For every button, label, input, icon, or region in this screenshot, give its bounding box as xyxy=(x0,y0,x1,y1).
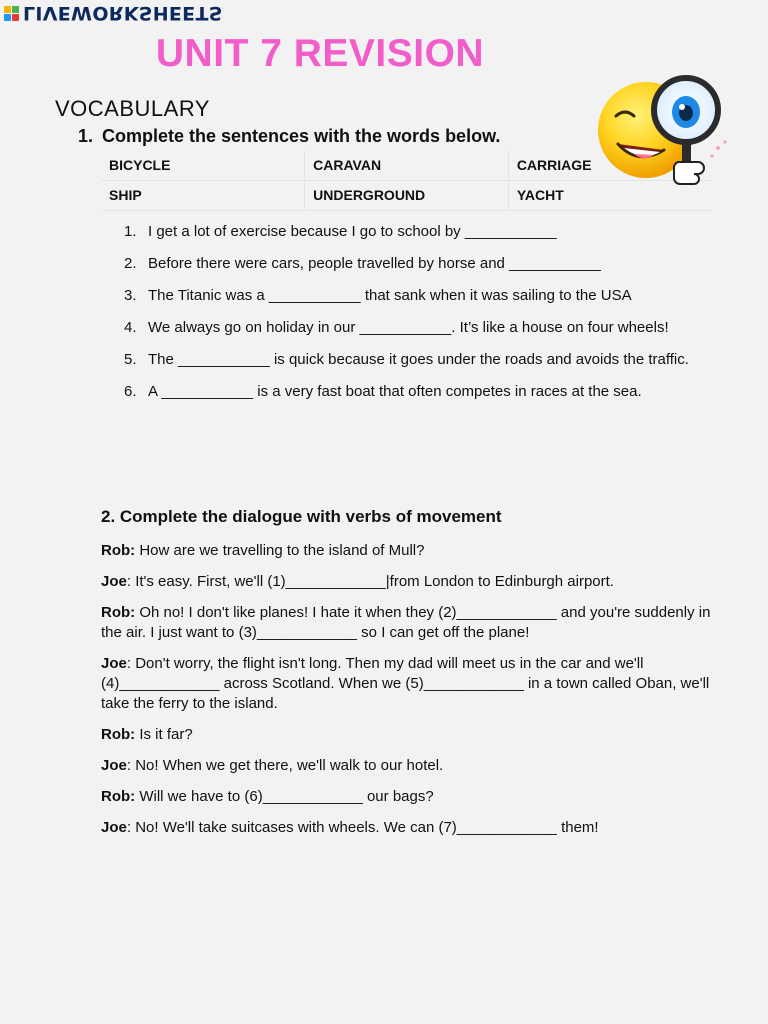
dialogue-text: : No! When we get there, we'll walk to our hotel. xyxy=(126,757,444,774)
speaker-label: Rob: xyxy=(101,726,136,743)
sparkle-dot xyxy=(710,154,713,157)
cartoon-glove-hand xyxy=(674,162,704,184)
sentence-number: 6. xyxy=(124,383,137,400)
speaker-label: Rob: xyxy=(101,604,136,621)
sentence-number: 3. xyxy=(124,287,137,304)
section1-heading xyxy=(78,126,500,147)
sentence-list xyxy=(124,222,714,414)
liveworksheets-logo xyxy=(4,2,223,24)
dialogue-line xyxy=(101,756,711,776)
sentence-number: 1. xyxy=(124,223,137,240)
sentence-text: We always go on holiday in our ___________. It’s like a house on four wheels! xyxy=(148,319,669,336)
dialogue xyxy=(101,541,711,849)
dialogue-line xyxy=(101,541,711,561)
dialogue-line xyxy=(101,818,711,838)
sentence-text: I get a lot of exercise because I go to school by ___________ xyxy=(148,223,557,240)
dialogue-line xyxy=(101,787,711,807)
word-bank-cell: UNDERGROUND xyxy=(305,180,509,210)
vocabulary-heading: VOCABULARY xyxy=(55,96,210,121)
word-bank-cell: BICYCLE xyxy=(101,150,305,180)
sparkle-dot xyxy=(723,140,726,143)
logo-square xyxy=(12,6,19,13)
speaker-label: Joe xyxy=(101,655,127,672)
dialogue-line xyxy=(101,603,711,643)
sentence-item xyxy=(124,318,714,338)
sentence-item xyxy=(124,350,714,370)
speaker-label: Rob: xyxy=(101,542,136,559)
word-bank-cell: SHIP xyxy=(101,180,305,210)
logo-square xyxy=(4,14,11,21)
dialogue-text: Is it far? xyxy=(135,726,193,743)
sentence-item xyxy=(124,222,714,242)
speaker-label: Joe xyxy=(101,573,127,590)
sentence-text: A ___________ is a very fast boat that often competes in races at the sea. xyxy=(148,383,642,400)
magnifier-handle xyxy=(682,141,691,163)
sentence-item xyxy=(124,382,714,402)
dialogue-text: : Don't worry, the flight isn't long. Then my dad will meet us in the car and we'll (4)____________ across Scotland. When we (5)____________ in a town called Oban, we'll take the ferry to the island. xyxy=(101,655,710,712)
dialogue-line xyxy=(101,725,711,745)
sentence-item xyxy=(124,286,714,306)
logo-square xyxy=(4,6,11,13)
speaker-label: Joe xyxy=(101,757,127,774)
sentence-item xyxy=(124,254,714,274)
page-title: UNIT 7 REVISION xyxy=(155,32,485,75)
speaker-label: Joe xyxy=(101,819,127,836)
dialogue-text: How are we travelling to the island of Mull? xyxy=(135,542,425,559)
sentence-number: 5. xyxy=(124,351,137,368)
winking-emoji-magnifying-glass-icon xyxy=(594,72,734,192)
section2-heading: 2. Complete the dialogue with verbs of movement xyxy=(101,507,502,526)
sentence-text: Before there were cars, people travelled by horse and ___________ xyxy=(148,255,601,272)
speaker-label: Rob: xyxy=(101,788,136,805)
sparkle-dot xyxy=(716,146,720,150)
sentence-number: 2. xyxy=(124,255,137,272)
dialogue-line xyxy=(101,572,711,592)
section1-heading-text: Complete the sentences with the words below. xyxy=(102,126,501,146)
word-bank-cell: CARRIAGE xyxy=(508,150,712,180)
dialogue-text: : No! We'll take suitcases with wheels. We can (7)____________ them! xyxy=(126,819,599,836)
dialogue-line xyxy=(101,654,711,714)
dialogue-text: : It's easy. First, we'll (1)____________|from London to Edinburgh airport. xyxy=(126,573,614,590)
word-bank-cell: CARAVAN xyxy=(305,150,509,180)
logo-squares-icon xyxy=(4,6,19,21)
sentence-text: The Titanic was a ___________ that sank when it was sailing to the USA xyxy=(148,287,632,304)
dialogue-text: Will we have to (6)____________ our bags? xyxy=(135,788,434,805)
section1-number: 1. xyxy=(78,126,94,146)
word-bank-cell: YACHT xyxy=(508,180,712,210)
sentence-text: The ___________ is quick because it goes under the roads and avoids the traffic. xyxy=(148,351,689,368)
logo-text: LIVEWORKSHEETS xyxy=(23,2,223,24)
dialogue-text: Oh no! I don't like planes! I hate it when they (2)____________ and you're suddenly in the air. I just want to (3)____________ so I can get off the plane! xyxy=(101,604,711,641)
sentence-number: 4. xyxy=(124,319,137,336)
logo-square xyxy=(12,14,19,21)
eye-highlight xyxy=(679,104,685,110)
